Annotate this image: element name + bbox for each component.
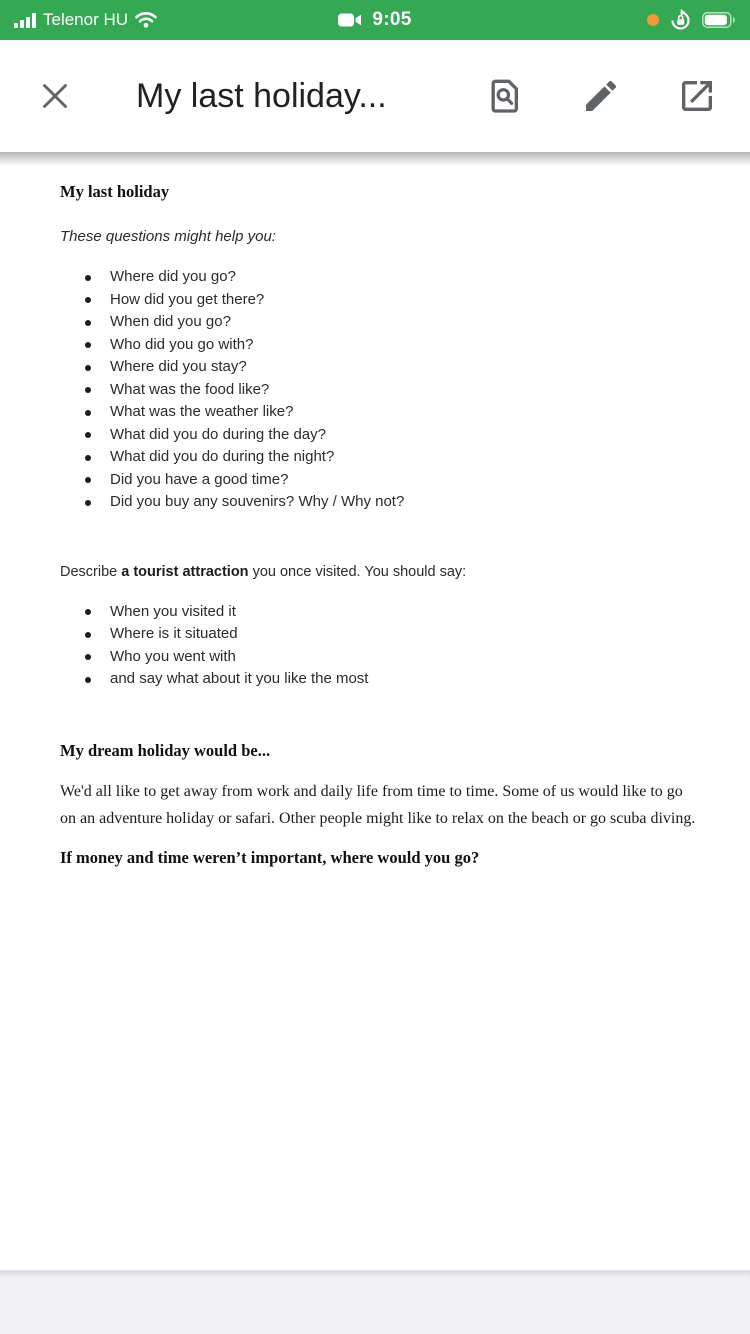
list-item: What was the weather like? — [60, 401, 700, 424]
describe-bold: a tourist attraction — [121, 563, 249, 580]
attraction-points-list — [60, 601, 700, 691]
questions-list — [60, 266, 700, 514]
list-item: Who you went with — [60, 646, 700, 669]
final-question: If money and time weren’t important, where would you go? — [60, 847, 480, 867]
orientation-lock-icon — [668, 8, 693, 33]
find-in-document-icon — [485, 76, 525, 116]
list-item: Did you buy any souvenirs? Why / Why not? — [60, 491, 700, 514]
close-button[interactable] — [32, 73, 78, 119]
list-item: Where did you go? — [60, 266, 700, 289]
carrier-name: Telenor HU — [43, 10, 129, 29]
status-left — [14, 10, 157, 30]
dream-heading: My dream holiday would be... — [60, 740, 271, 760]
document-title: My last holiday... — [136, 76, 387, 115]
open-in-new-button[interactable] — [674, 73, 720, 119]
list-item: What did you do during the night? — [60, 446, 700, 469]
list-item: and say what about it you like the most — [60, 668, 700, 691]
describe-prefix: Describe — [60, 563, 122, 580]
describe-suffix: you once visited. You should say: — [248, 563, 467, 580]
list-item: What did you do during the day? — [60, 424, 700, 447]
ios-status-bar — [0, 0, 750, 40]
list-item: Who did you go with? — [60, 334, 700, 357]
list-item: How did you get there? — [60, 289, 700, 312]
microphone-in-use-indicator — [647, 14, 659, 26]
list-item: What was the food like? — [60, 379, 700, 402]
open-in-new-icon — [677, 76, 717, 116]
cellular-signal-icon — [14, 13, 36, 28]
list-item: Did you have a good time? — [60, 469, 700, 492]
edit-pencil-icon — [581, 76, 621, 116]
dream-paragraph: We'd all like to get away from work and daily life from time to time. Some of us would like to go on an adventure holiday or safari. Other people might like to relax on the beach or go scuba diving. — [60, 782, 696, 827]
clock-time: 9:05 — [372, 9, 412, 30]
doc-intro-italic: These questions might help you: — [60, 228, 276, 245]
wifi-icon — [135, 12, 157, 28]
page-end-background — [0, 1270, 750, 1334]
list-item: When did you go? — [60, 311, 700, 334]
list-item: Where did you stay? — [60, 356, 700, 379]
edit-button[interactable] — [578, 73, 624, 119]
doc-heading: My last holiday — [60, 182, 170, 201]
close-icon — [37, 78, 73, 114]
find-in-document-button[interactable] — [482, 73, 528, 119]
describe-task-line — [60, 564, 700, 580]
list-item: When you visited it — [60, 601, 700, 624]
docs-toolbar — [0, 40, 750, 152]
video-call-icon — [338, 12, 364, 28]
list-item: Where is it situated — [60, 623, 700, 646]
status-right — [647, 8, 736, 33]
battery-icon — [702, 12, 736, 28]
document-page[interactable] — [0, 152, 750, 1270]
